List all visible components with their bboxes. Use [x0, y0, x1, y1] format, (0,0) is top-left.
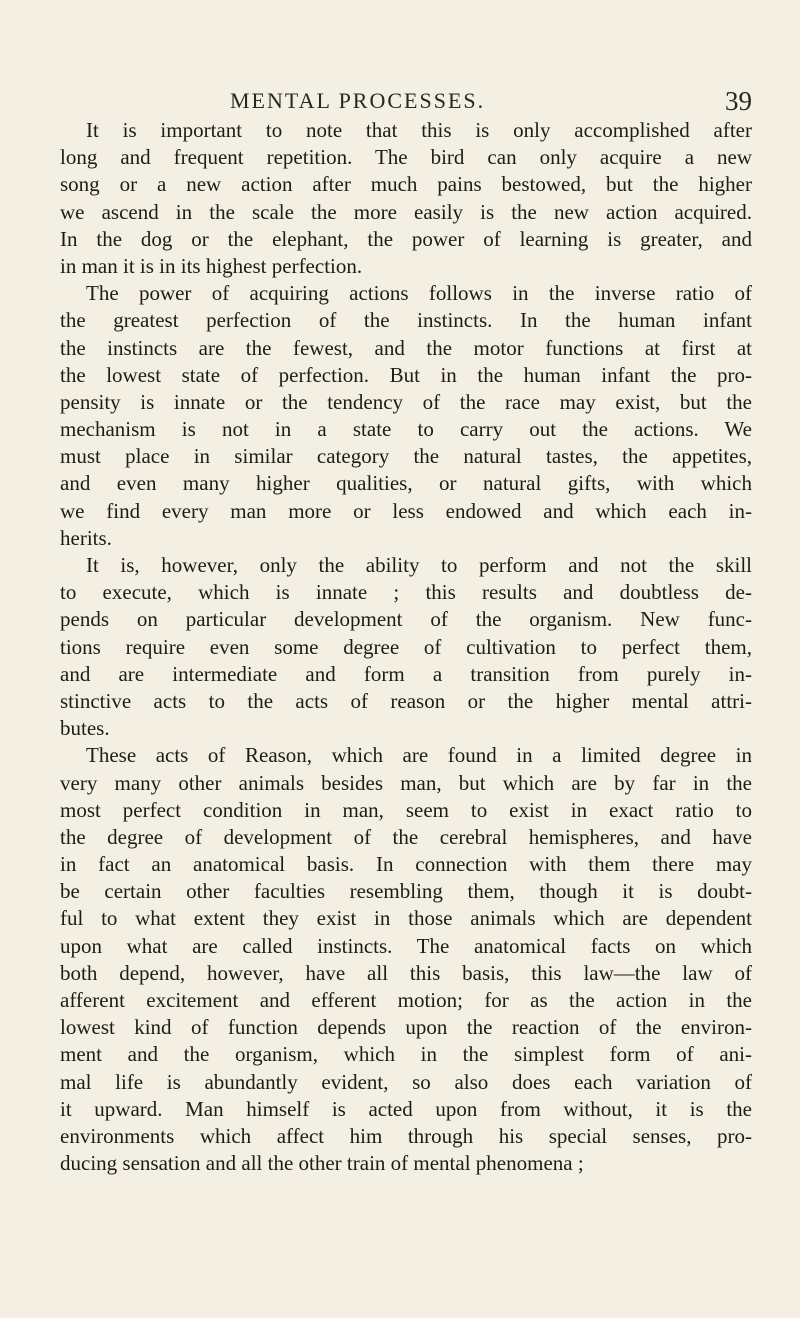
text-line: upon what are called instincts. The anatomical facts on which [60, 933, 752, 958]
paragraph [60, 742, 752, 1177]
text-line: afferent excitement and efferent motion; for as the action in the [60, 988, 752, 1012]
page-number: 39 [725, 86, 752, 116]
text-line: ful to what extent they exist in those animals which are dependent [60, 906, 752, 931]
text-line: it upward. Man himself is acted upon from without, it is the [60, 1096, 752, 1121]
text-line: It is important to note that this is only accomplished after [86, 118, 752, 142]
text-line: long and frequent repetition. The bird can only acquire a new [60, 145, 752, 170]
text-line: stinctive acts to the acts of reason or the higher mental attri- [60, 688, 752, 713]
text-line: and even many higher qualities, or natural gifts, with which [60, 471, 752, 496]
text-line: pensity is innate or the tendency of the race may exist, but the [60, 389, 752, 414]
text-line: lowest kind of function depends upon the reaction of the environ- [60, 1015, 752, 1040]
text-line: tions require even some degree of cultivation to perfect them, [60, 634, 752, 659]
paragraph [60, 552, 752, 742]
text-line: we find every man more or less endowed and which each in- [60, 498, 752, 523]
text-line: ment and the organism, which in the simplest form of ani- [60, 1042, 752, 1067]
text-line: In the dog or the elephant, the power of learning is greater, and [60, 226, 752, 251]
text-line: we ascend in the scale the more easily is the new action acquired. [60, 199, 752, 224]
text-line: in fact an anatomical basis. In connection with them there may [60, 852, 752, 877]
text-line: the lowest state of perfection. But in the human infant the pro- [60, 362, 752, 387]
body-text [60, 117, 752, 1177]
text-line: must place in similar category the natural tastes, the appetites, [60, 444, 752, 469]
text-line: butes. [60, 716, 110, 741]
text-line: It is, however, only the ability to perform and not the skill [86, 553, 752, 577]
text-line: and are intermediate and form a transition from purely in- [60, 661, 752, 686]
text-line: very many other animals besides man, but which are by far in the [60, 770, 752, 795]
text-line: the degree of development of the cerebral hemispheres, and have [60, 824, 752, 849]
running-head [60, 88, 752, 118]
text-line: mal life is abundantly evident, so also does each variation of [60, 1069, 752, 1094]
text-line: mechanism is not in a state to carry out the actions. We [60, 417, 752, 442]
text-line: in man it is in its highest perfection. [60, 253, 363, 278]
text-line: both depend, however, have all this basis, this law—the law of [60, 960, 752, 985]
text-line: The power of acquiring actions follows in the inverse ratio of [86, 281, 752, 306]
text-line: the instincts are the fewest, and the motor functions at first at [60, 335, 752, 360]
text-line: environments which affect him through his special senses, pro- [60, 1123, 752, 1148]
paragraph [60, 117, 752, 280]
paragraph [60, 280, 752, 552]
text-line: pends on particular development of the organism. New func- [60, 607, 752, 632]
text-line: to execute, which is innate ; this results and doubtless de- [60, 580, 752, 605]
text-line: These acts of Reason, which are found in a limited degree in [86, 743, 752, 768]
text-line: song or a new action after much pains bestowed, but the higher [60, 172, 752, 197]
text-line: herits. [60, 525, 112, 550]
text-line: the greatest perfection of the instincts. In the human infant [60, 308, 752, 333]
text-line: most perfect condition in man, seem to exist in exact ratio to [60, 797, 752, 822]
text-line: ducing sensation and all the other train of mental phenomena ; [60, 1151, 584, 1176]
running-title: MENTAL PROCESSES. [230, 88, 486, 113]
text-line: be certain other faculties resembling them, though it is doubt- [60, 879, 752, 904]
